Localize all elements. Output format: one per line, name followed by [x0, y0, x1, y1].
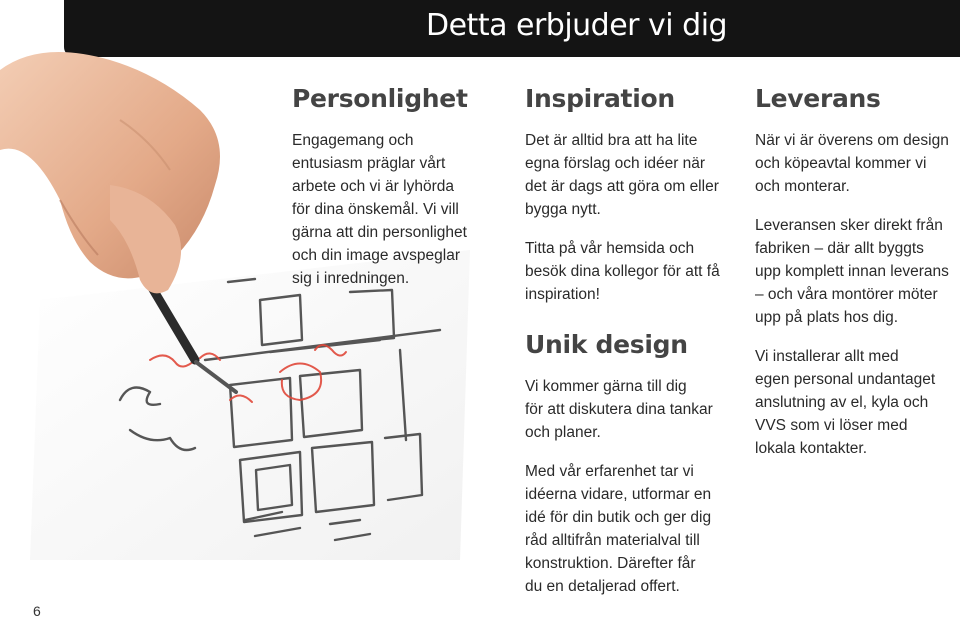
text-line: egen personal undantaget	[755, 371, 936, 388]
text-line: Titta på vår hemsida och	[525, 240, 695, 257]
text-line: och din image avspeglar	[292, 247, 461, 264]
heading-inspiration: Inspiration	[525, 84, 675, 113]
text-line: besök dina kollegor för att få	[525, 263, 720, 280]
text-line: för att diskutera dina tankar	[525, 401, 713, 418]
page-number: 6	[33, 603, 41, 619]
text-line: du en detaljerad offert.	[525, 578, 680, 595]
page-title: Detta erbjuder vi dig	[426, 8, 728, 43]
text-line: för dina önskemål. Vi vill	[292, 201, 459, 218]
text-line: Vi installerar allt med	[755, 348, 899, 365]
text-line: – och våra montörer möter	[755, 286, 938, 303]
heading-personlighet: Personlighet	[292, 84, 468, 113]
text-line: Engagemang och	[292, 132, 414, 149]
text-line: idéerna vidare, utformar en	[525, 486, 712, 503]
text-line: och monterar.	[755, 178, 850, 195]
text-line: upp komplett innan leverans	[755, 263, 949, 280]
text-line: det är dags att göra om eller	[525, 178, 719, 195]
paragraph-inspiration-1	[525, 129, 720, 221]
paragraph-unik-design-2	[525, 460, 720, 598]
text-line: När vi är överens om design	[755, 132, 949, 149]
text-line: Leveransen sker direkt från	[755, 217, 943, 234]
text-line: anslutning av el, kyla och	[755, 394, 929, 411]
text-line: och köpeavtal kommer vi	[755, 155, 927, 172]
paragraph-leverans-1	[755, 129, 949, 198]
text-line: idé för din butik och ger dig	[525, 509, 712, 526]
heading-unik-design: Unik design	[525, 330, 688, 359]
text-line: entusiasm präglar vårt	[292, 155, 446, 172]
text-line: bygga nytt.	[525, 201, 601, 218]
text-line: och planer.	[525, 424, 601, 441]
paragraph-unik-design-1	[525, 375, 720, 444]
text-line: konstruktion. Därefter får	[525, 555, 696, 572]
paragraph-personlighet	[292, 129, 468, 290]
section-personlighet	[292, 84, 468, 290]
text-line: egna förslag och idéer när	[525, 155, 706, 172]
text-line: Det är alltid bra att ha lite	[525, 132, 698, 149]
paragraph-inspiration-2	[525, 237, 720, 306]
section-inspiration	[525, 84, 720, 598]
text-line: Med vår erfarenhet tar vi	[525, 463, 694, 480]
text-line: Vi kommer gärna till dig	[525, 378, 687, 395]
text-line: inspiration!	[525, 286, 600, 303]
paragraph-leverans-2	[755, 214, 949, 329]
text-line: arbete och vi är lyhörda	[292, 178, 454, 195]
heading-leverans: Leverans	[755, 84, 881, 113]
paragraph-leverans-3	[755, 345, 949, 460]
text-line: upp på plats hos dig.	[755, 309, 899, 326]
text-line: VVS som vi löser med	[755, 417, 908, 434]
text-line: sig i inredningen.	[292, 270, 410, 287]
section-leverans	[755, 84, 949, 460]
text-line: gärna att din personlighet	[292, 224, 467, 241]
text-line: råd alltifrån materialval till	[525, 532, 700, 549]
text-line: fabriken – där allt byggts	[755, 240, 924, 257]
text-line: lokala kontakter.	[755, 440, 868, 457]
